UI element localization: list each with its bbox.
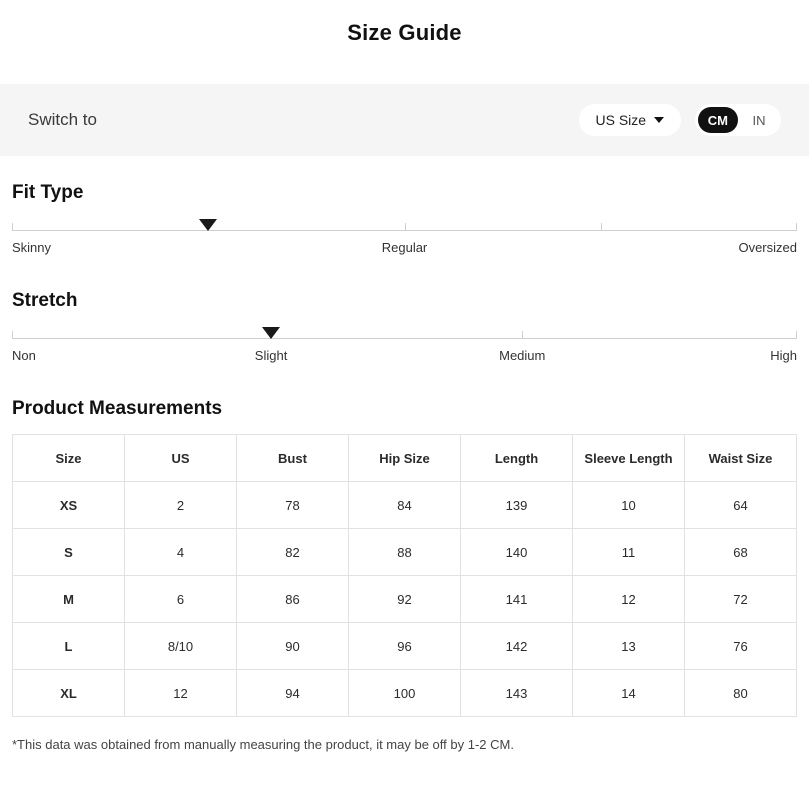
table-header-row [13, 435, 797, 482]
cell-hip: 88 [349, 529, 461, 576]
cell-sleeve: 14 [573, 670, 685, 717]
fit-label-skinny: Skinny [12, 240, 52, 255]
measurements-heading: Product Measurements [12, 398, 223, 419]
cell-length: 140 [461, 529, 573, 576]
cell-hip: 100 [349, 670, 461, 717]
cell-length: 143 [461, 670, 573, 717]
switch-to-label: Switch to [28, 110, 97, 129]
stretch-marker [262, 327, 280, 339]
col-length: Length [461, 435, 573, 482]
unit-option-cm[interactable]: CM [698, 107, 738, 133]
cell-hip: 84 [349, 482, 461, 529]
cell-length: 142 [461, 623, 573, 670]
cell-sleeve: 10 [573, 482, 685, 529]
fit-tick-start [12, 223, 13, 231]
cell-length: 139 [461, 482, 573, 529]
cell-size: XL [13, 670, 125, 717]
table-row [13, 576, 797, 623]
fit-type-marker [199, 219, 217, 231]
stretch-heading: Stretch [12, 290, 78, 311]
cell-length: 141 [461, 576, 573, 623]
cell-size: L [13, 623, 125, 670]
cell-hip: 92 [349, 576, 461, 623]
page-title: Size Guide [347, 20, 462, 45]
cell-sleeve: 12 [573, 576, 685, 623]
unit-toggle [695, 104, 781, 136]
cell-us: 12 [125, 670, 237, 717]
cell-waist: 64 [685, 482, 797, 529]
stretch-scale-labels [12, 348, 797, 368]
stretch-tick-start [12, 331, 13, 339]
col-waist-size: Waist Size [685, 435, 797, 482]
fit-type-heading: Fit Type [12, 182, 84, 203]
cell-sleeve: 13 [573, 623, 685, 670]
cell-waist: 80 [685, 670, 797, 717]
cell-waist: 68 [685, 529, 797, 576]
cell-sleeve: 11 [573, 529, 685, 576]
stretch-label-medium: Medium [499, 348, 546, 363]
cell-size: M [13, 576, 125, 623]
cell-bust: 82 [237, 529, 349, 576]
fit-label-regular: Regular [381, 240, 428, 255]
stretch-tick-2 [522, 331, 523, 339]
cell-size: XS [13, 482, 125, 529]
cell-us: 8/10 [125, 623, 237, 670]
col-us: US [125, 435, 237, 482]
cell-bust: 94 [237, 670, 349, 717]
stretch-label-high: High [770, 348, 797, 363]
table-row [13, 670, 797, 717]
cell-bust: 86 [237, 576, 349, 623]
fit-label-oversized: Oversized [738, 240, 797, 255]
table-row [13, 482, 797, 529]
col-hip-size: Hip Size [349, 435, 461, 482]
stretch-label-non: Non [12, 348, 36, 363]
col-bust: Bust [237, 435, 349, 482]
cell-bust: 78 [237, 482, 349, 529]
cell-hip: 96 [349, 623, 461, 670]
cell-us: 2 [125, 482, 237, 529]
measurements-table [12, 434, 797, 717]
table-row [13, 529, 797, 576]
cell-us: 4 [125, 529, 237, 576]
unit-controls [579, 104, 781, 136]
measurement-footnote: *This data was obtained from manually measuring the product, it may be off by 1-2 CM. [12, 737, 514, 752]
table-row [13, 623, 797, 670]
cell-us: 6 [125, 576, 237, 623]
fit-type-scale [12, 218, 797, 264]
cell-waist: 76 [685, 623, 797, 670]
col-size: Size [13, 435, 125, 482]
size-system-value: US Size [595, 112, 647, 128]
stretch-scale-line [12, 338, 797, 339]
cell-size: S [13, 529, 125, 576]
cell-bust: 90 [237, 623, 349, 670]
fit-tick-end [796, 223, 797, 231]
fit-scale-labels [12, 240, 797, 260]
col-sleeve-length: Sleeve Length [573, 435, 685, 482]
size-system-select[interactable] [579, 104, 681, 136]
stretch-tick-end [796, 331, 797, 339]
stretch-label-slight: Slight [254, 348, 288, 363]
fit-tick-mid [405, 223, 406, 231]
unit-switch-bar [0, 84, 809, 156]
unit-option-in[interactable]: IN [752, 112, 766, 128]
stretch-scale [12, 326, 797, 372]
fit-tick-3q [601, 223, 602, 231]
cell-waist: 72 [685, 576, 797, 623]
chevron-down-icon [654, 117, 664, 123]
